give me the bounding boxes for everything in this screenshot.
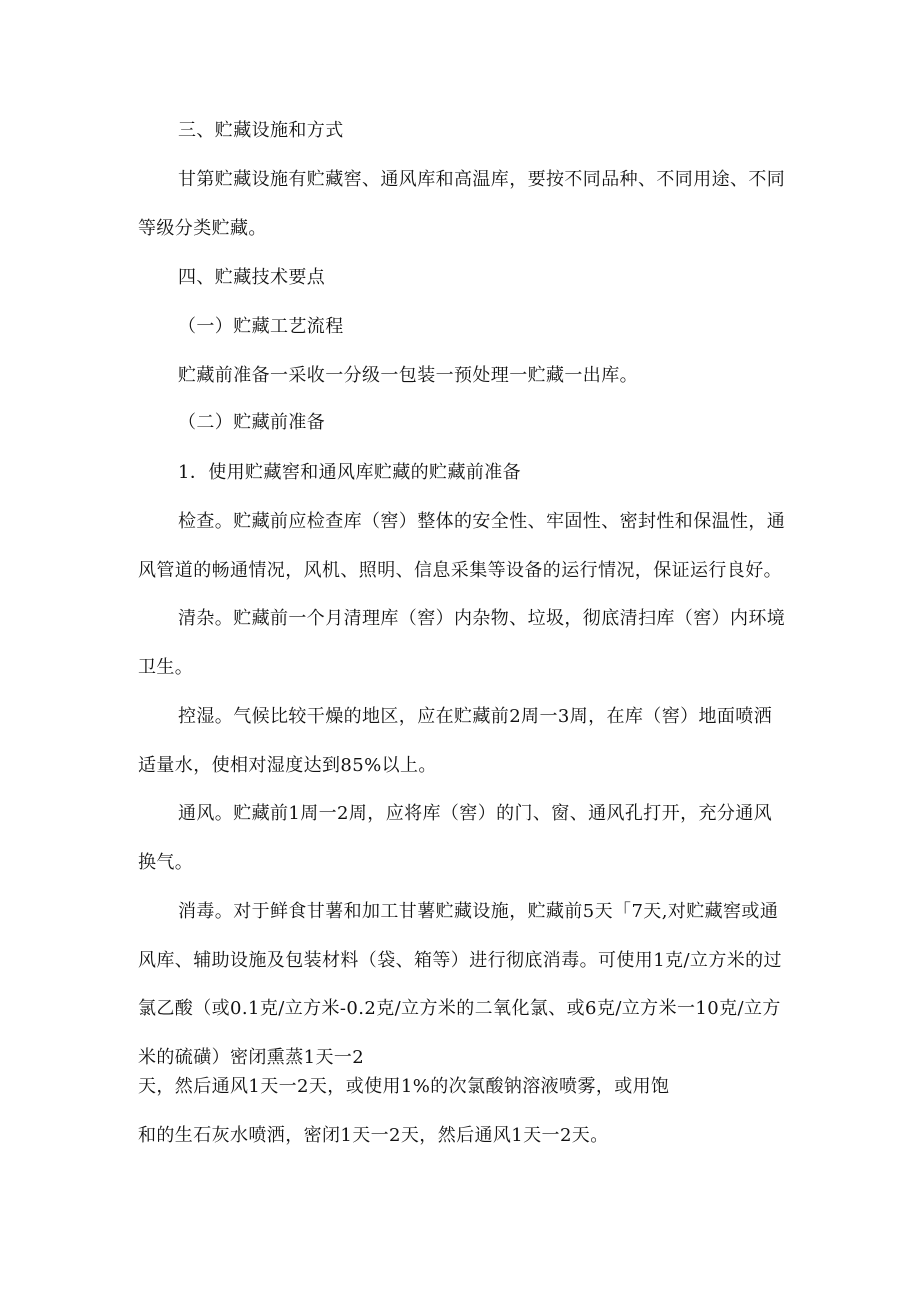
section-heading-storage-technique: 四、贮藏技术要点 [178, 267, 326, 288]
paragraph-line: 控湿。气候比较干燥的地区，应在贮藏前2周一3周，在库（窖）地面喷洒 [178, 706, 773, 727]
paragraph-line: 适量水，使相对湿度达到85%以上。 [138, 755, 437, 776]
numbered-item-heading: 1．使用贮藏窖和通风库贮藏的贮藏前准备 [178, 462, 522, 483]
paragraph-line: 米的硫磺）密闭熏蒸1天一2 [138, 1047, 365, 1068]
paragraph-line: 清杂。贮藏前一个月清理库（窖）内杂物、垃圾，彻底清扫库（窖）内环境 [178, 608, 786, 629]
paragraph-line: 等级分类贮藏。 [138, 218, 267, 239]
paragraph-line: 换气。 [138, 852, 194, 873]
paragraph-line: 氯乙酸（或0.1克/立方米-0.2克/立方米的二氧化氯、或6克/立方米一10克/立方 [138, 998, 781, 1019]
paragraph-line: 卫生。 [138, 657, 194, 678]
paragraph-line: 甘第贮藏设施有贮藏窖、通风库和高温库，要按不同品种、不同用途、不同 [178, 169, 786, 190]
paragraph-line: 风管道的畅通情况，风机、照明、信息采集等设备的运行情况，保证运行良好。 [138, 560, 782, 581]
paragraph-line: 通风。贮藏前1周一2周，应将库（窖）的门、窗、通风孔打开，充分通风 [178, 803, 773, 824]
paragraph-line: 消毒。对于鲜食甘薯和加工甘薯贮藏设施，贮藏前5天「7天,对贮藏窖或通 [178, 901, 779, 922]
paragraph-line: 和的生石灰水喷洒，密闭1天一2天，然后通风1天一2天。 [138, 1125, 609, 1146]
subheading-process-flow: （一）贮藏工艺流程 [178, 316, 344, 337]
subheading-preparation: （二）贮藏前准备 [178, 412, 326, 433]
paragraph-line: 检查。贮藏前应检查库（窖）整体的安全性、牢固性、密封性和保温性，通 [178, 511, 786, 532]
paragraph-line: 天，然后通风1天一2天，或使用1%的次氯酸钠溶液喷雾，或用饱 [138, 1076, 670, 1097]
paragraph-line: 贮藏前准备一采收一分级一包装一预处理一贮藏一出库。 [178, 365, 638, 386]
section-heading-storage-facilities: 三、贮藏设施和方式 [178, 120, 344, 141]
paragraph-line: 风库、辅助设施及包装材料（袋、箱等）进行彻底消毒。可使用1克/立方米的过 [138, 950, 782, 971]
